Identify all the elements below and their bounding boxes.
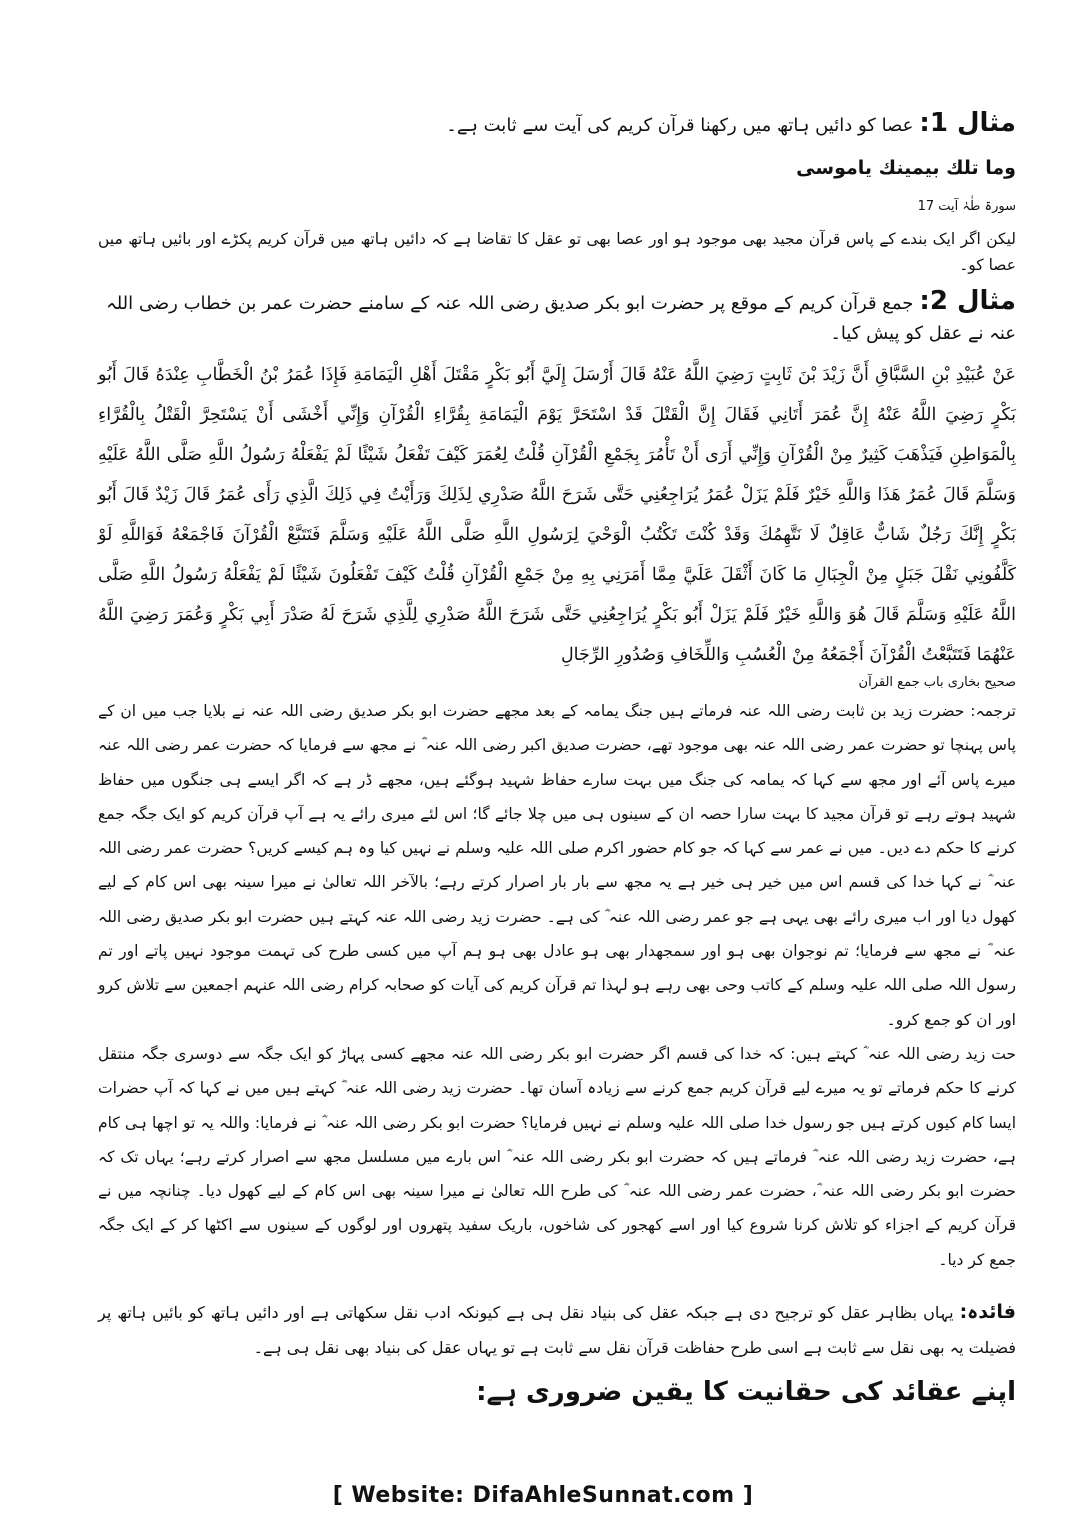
example-1-text: عصا کو دائیں ہاتھ میں رکھنا قرآن کریم کی آیت سے ثابت ہے۔ bbox=[446, 115, 914, 136]
example-1-line bbox=[98, 108, 1016, 141]
hadith-translation: ترجمہ: حضرت زید بن ثابت رضی اللہ عنہ فرماتے ہیں جنگ یمامہ کے بعد مجھے حضرت ابو بکر صدیق رضی اللہ عنہ نے بلایا جب میں ان کے پاس پہنچا تو حضرت عمر رضی اللہ عنہ بھی موجود تھے، حضرت صدیق اکبر رضی اللہ عنہ ؓ نے مجھ سے فرمایا کہ حضرت عمر رضی اللہ عنہ میرے پاس آئے اور مجھ سے کہا کہ یمامہ کی جنگ میں بہت سارے حفاظ شہید ہوگئے ہیں، مجھے ڈر ہے کہ اگر ایسے ہی جنگوں میں حفاظ شہید ہوتے رہے تو قرآن مجید کا بہت سارا حصہ ان کے سینوں ہی میں چلا جائے گا؛ اس لئے میری رائے یہ ہے آپ قرآن کریم کو ایک جگہ جمع کرنے کا حکم دے دیں۔ میں نے عمر سے کہا کہ جو کام حضور اکرم صلی اللہ علیہ وسلم نے نہیں کیا وہ ہم کیسے کریں؟ حضرت عمر رضی اللہ عنہ ؓ نے کہا خدا کی قسم اس میں خیر ہی خیر ہے یہ مجھ سے بار بار اصرار کرتے رہے؛ بالآخر اللہ تعالیٰ نے میرا سینہ بھی اس کام کے لیے کھول دیا اور اب میری رائے بھی یہی ہے جو عمر رضی اللہ عنہ ؓ کی ہے۔ حضرت زید رضی اللہ عنہ کہتے ہیں حضرت ابو بکر صدیق رضی اللہ عنہ ؓ نے مجھ سے فرمایا؛ تم نوجوان بھی ہو اور سمجھدار بھی ہو عادل بھی ہو ہم آپ میں کسی طرح کی تہمت موجود نہیں پاتے اور تم رسول اللہ صلی اللہ علیہ وسلم کے کاتب وحی بھی رہے ہو لہذا تم قرآن کریم کی آیات کو صحابہ کرام رضی اللہ عنہم اجمعین سے تلاش کرو اور ان کو جمع کرو۔ bbox=[98, 702, 1016, 1029]
faida-paragraph bbox=[98, 1295, 1016, 1365]
example-1-label: مثال 1: bbox=[919, 108, 1016, 138]
section-heading: اپنے عقائد کی حقانیت کا یقین ضروری ہے: bbox=[476, 1377, 1016, 1408]
faida-label: فائدہ: bbox=[959, 1301, 1016, 1324]
example-1-explanation: لیکن اگر ایک بندے کے پاس قرآن مجید بھی موجود ہو اور عصا بھی تو عقل کا تقاضا ہے کہ دائیں ہاتھ میں قرآن کریم پکڑے اور بائیں ہاتھ میں عصا کو۔ bbox=[98, 230, 1016, 274]
hadith-reference: صحیح بخاری باب جمع القرآن bbox=[858, 675, 1016, 690]
hadith-translation-continued: حت زید رضی اللہ عنہ ؓ کہتے ہیں: کہ خدا کی قسم اگر حضرت ابو بکر رضی اللہ عنہ مجھے کسی پہاڑ کو ایک جگہ سے دوسری جگہ منتقل کرنے کا حکم فرماتے تو یہ میرے لیے قرآن کریم جمع کرنے سے زیادہ آسان تھا۔ حضرت زید رضی اللہ عنہ ؓ کہتے ہیں میں نے کہا کہ آپ حضرات ایسا کام کیوں کرتے ہیں جو رسول خدا صلی اللہ علیہ وسلم نے نہیں فرمایا؟ حضرت ابو بکر رضی اللہ عنہ ؓ نے فرمایا: واللہ یہ تو اچھا ہی کام ہے، حضرت زید رضی اللہ عنہ ؓ فرماتے ہیں کہ حضرت ابو بکر رضی اللہ عنہ ؓ اس بارے میں مسلسل مجھ سے اصرار کرتے رہے؛ یہاں تک کہ حضرت ابو بکر رضی اللہ عنہ ؓ، حضرت عمر رضی اللہ عنہ ؓ کی طرح اللہ تعالیٰ نے میرا سینہ بھی اس کام کے لیے کھول دیا۔ چنانچہ میں نے قرآن کریم کے اجزاء کو تلاش کرنا شروع کیا اور اسے کھجور کی شاخوں، باریک سفید پتھروں اور لوگوں کے سینوں سے اکٹھا کر کے ایک جگہ جمع کر دیا۔ bbox=[98, 1044, 1016, 1269]
example-2-label: مثال 2: bbox=[919, 286, 1016, 316]
faida-text: یہاں بظاہر عقل کو ترجیح دی ہے جبکہ عقل کی بنیاد نقل ہی ہے کیونکہ ادب نقل سکھاتی ہے اور دائیں ہاتھ کو بائیں ہاتھ پر فضیلت یہ بھی نقل سے ثابت ہے اسی طرح حفاظت قرآن نقل سے ثابت ہے تو یہاں عقل کی بنیاد بھی نقل ہی ہے۔ bbox=[98, 1303, 1016, 1358]
example-2-line bbox=[98, 286, 1016, 349]
example-1-verse: وما تلك بيمينك ياموسى bbox=[796, 157, 1016, 179]
example-2-text: جمع قرآن کریم کے موقع پر حضرت ابو بکر صدیق رضی اللہ عنہ کے سامنے حضرت عمر بن خطاب رضی اللہ عنہ نے عقل کو پیش کیا۔ bbox=[106, 293, 1016, 344]
hadith-arabic-text: عَنْ عُبَيْدِ بْنِ السَّبَّاقِ أَنَّ زَيْدَ بْنَ ثَابِتٍ رَضِيَ اللَّهُ عَنْهُ قَالَ أَرْسَلَ إِلَيَّ أَبُو بَكْرٍ مَقْتَلَ أَهْلِ الْيَمَامَةِ فَإِذَا عُمَرُ بْنُ الْخَطَّابِ عِنْدَهُ قَالَ أَبُو بَكْرٍ رَضِيَ اللَّهُ عَنْهُ إِنَّ عُمَرَ أَتَانِي فَقَالَ إِنَّ الْقَتْلَ قَدْ اسْتَحَرَّ يَوْمَ الْيَمَامَةِ بِقُرَّاءِ الْقُرْآنِ وَإِنِّي أَخْشَى أَنْ يَسْتَحِرَّ الْقَتْلُ بِالْقُرَّاءِ بِالْمَوَاطِنِ فَيَذْهَبَ كَثِيرٌ مِنْ الْقُرْآنِ وَإِنِّي أَرَى أَنْ تَأْمُرَ بِجَمْعِ الْقُرْآنِ قُلْتُ لِعُمَرَ كَيْفَ تَفْعَلُ شَيْئًا لَمْ يَفْعَلْهُ رَسُولُ اللَّهِ صَلَّى اللَّهُ عَلَيْهِ وَسَلَّمَ قَالَ عُمَرُ هَذَا وَاللَّهِ خَيْرٌ فَلَمْ يَزَلْ عُمَرُ يُرَاجِعُنِي حَتَّى شَرَحَ اللَّهُ صَدْرِي لِذَلِكَ وَرَأَيْتُ فِي ذَلِكَ الَّذِي رَأَى عُمَرُ قَالَ زَيْدٌ قَالَ أَبُو بَكْرٍ إِنَّكَ رَجُلٌ شَابٌّ عَاقِلٌ لَا نَتَّهِمُكَ وَقَدْ كُنْتَ تَكْتُبُ الْوَحْيَ لِرَسُولِ اللَّهِ صَلَّى اللَّهُ عَلَيْهِ وَسَلَّمَ فَتَتَبَّعْ الْقُرْآنَ فَاجْمَعْهُ فَوَاللَّهِ لَوْ كَلَّفُونِي نَقْلَ جَبَلٍ مِنْ الْجِبَالِ مَا كَانَ أَثْقَلَ عَلَيَّ مِمَّا أَمَرَنِي بِهِ مِنْ جَمْعِ الْقُرْآنِ قُلْتُ كَيْفَ تَفْعَلُونَ شَيْئًا لَمْ يَفْعَلْهُ رَسُولُ اللَّهِ صَلَّى اللَّهُ عَلَيْهِ وَسَلَّمَ قَالَ هُوَ وَاللَّهِ خَيْرٌ فَلَمْ يَزَلْ أَبُو بَكْرٍ يُرَاجِعُنِي حَتَّى شَرَحَ اللَّهُ صَدْرِي لِلَّذِي شَرَحَ لَهُ صَدْرَ أَبِي بَكْرٍ وَعُمَرَ رَضِيَ اللَّهُ عَنْهُمَا فَتَتَبَّعْتُ الْقُرْآنَ أَجْمَعُهُ مِنْ الْعُسُبِ وَاللِّخَافِ وَصُدُورِ الرِّجَالِ bbox=[98, 365, 1016, 665]
example-1-reference: سورۃ طٰہٰ آیت 17 bbox=[917, 199, 1016, 214]
website-footer: [ Website: DifaAhleSunnat.com ] bbox=[332, 1483, 754, 1508]
